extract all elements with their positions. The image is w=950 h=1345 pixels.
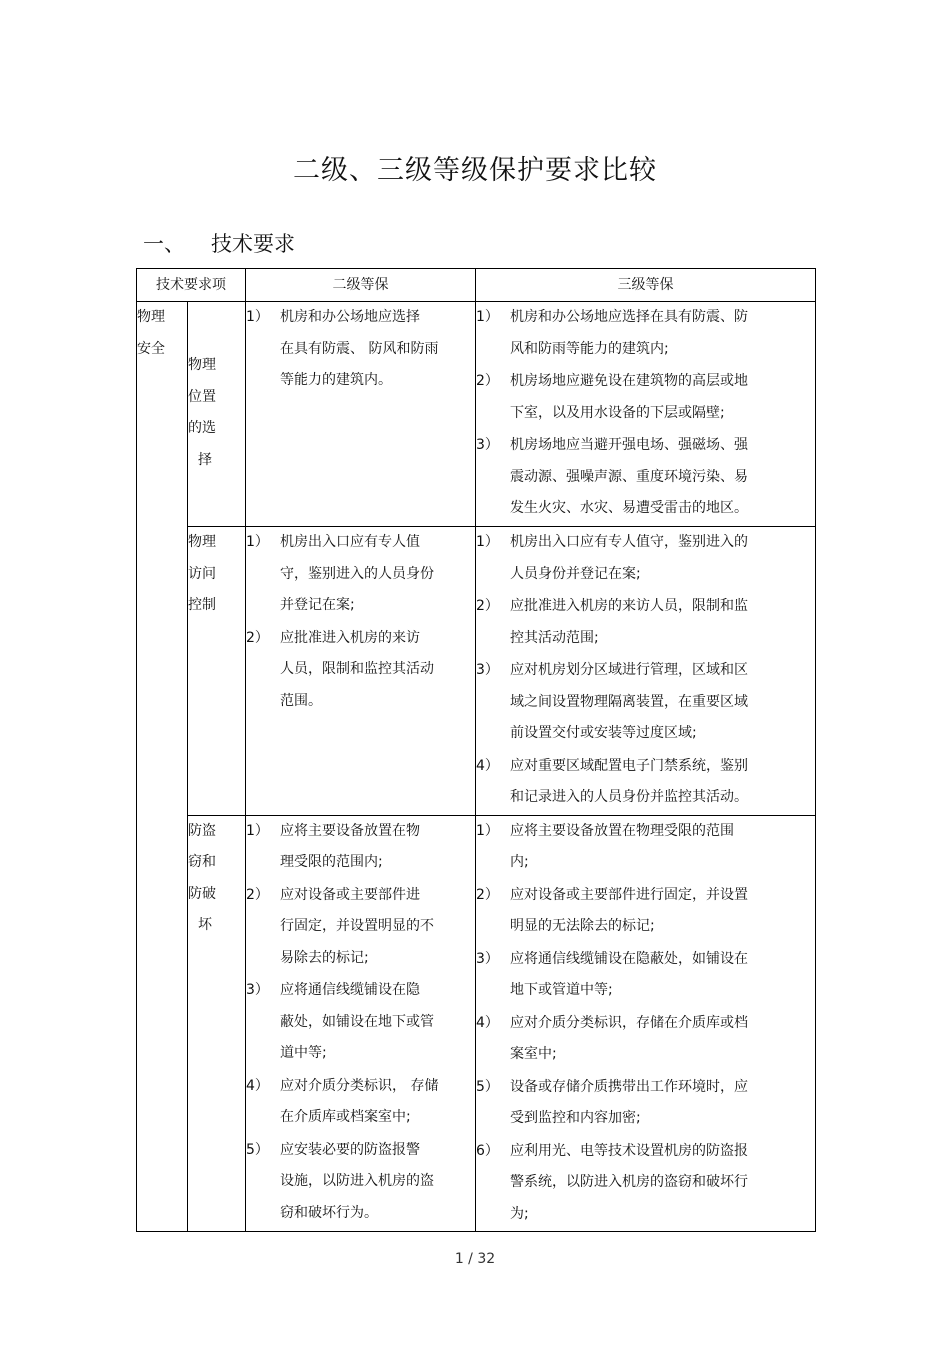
section-number: 一、	[143, 232, 185, 256]
item-line: 等能力的建筑内。	[280, 372, 392, 388]
item-line: 应将通信线缆铺设在隐	[280, 982, 420, 998]
item-number: 5）	[246, 1141, 269, 1158]
item-line: 应利用光、电等技术设置机房的防盗报	[510, 1142, 748, 1159]
item-line: 守，鉴别进入的人员身份	[280, 565, 434, 582]
item-line: 应安装必要的防盗报警	[280, 1141, 420, 1158]
subcategory-cell	[188, 527, 246, 816]
item-line: 机房和办公场地应选择在具有防震、防	[510, 309, 748, 325]
item-line: 人员身份并登记在案;	[510, 565, 641, 582]
requirement-item	[246, 302, 475, 397]
item-number: 1）	[476, 534, 499, 550]
item-number: 1）	[476, 822, 499, 839]
requirement-item	[476, 655, 815, 750]
item-number: 4）	[476, 757, 499, 774]
item-line: 前设置交付或安装等过度区域;	[510, 725, 697, 741]
item-number: 6）	[476, 1142, 499, 1159]
item-line: 内;	[510, 854, 529, 870]
item-line: 范围。	[280, 692, 322, 709]
requirement-item	[476, 751, 815, 814]
item-line: 应对设备或主要部件进	[280, 886, 420, 903]
level2-cell	[246, 815, 476, 1232]
requirement-item	[476, 527, 815, 590]
item-line: 风和防雨等能力的建筑内;	[510, 340, 669, 357]
item-line: 地下或管道中等;	[510, 982, 613, 998]
requirement-item	[246, 623, 475, 718]
item-line: 应将主要设备放置在物理受限的范围	[510, 822, 734, 839]
subcategory-text: 防破	[188, 885, 216, 902]
item-line: 应对介质分类标识，存储在介质库或档	[510, 1014, 748, 1031]
item-text	[280, 975, 475, 1070]
table-row	[137, 815, 816, 1232]
item-number: 1）	[246, 822, 269, 839]
subcategory-text: 窃和	[188, 854, 216, 870]
item-text	[280, 623, 475, 718]
item-line: 窃和破坏行为。	[280, 1204, 378, 1221]
item-text	[510, 1008, 815, 1071]
requirement-item	[476, 880, 815, 943]
item-number: 3）	[246, 982, 269, 998]
requirement-item	[476, 816, 815, 879]
item-number: 3）	[476, 437, 499, 453]
item-line: 应批准进入机房的来访	[280, 629, 420, 646]
item-number: 2）	[476, 886, 499, 903]
item-number: 1）	[246, 534, 269, 550]
item-line: 域之间设置物理隔离装置，在重要区域	[510, 693, 748, 710]
requirement-item	[476, 366, 815, 429]
item-line: 机房出入口应有专人值守，鉴别进入的	[510, 534, 748, 550]
item-line: 案室中;	[510, 1046, 557, 1062]
category-text: 安全	[137, 340, 165, 357]
subcategory-text: 控制	[188, 597, 216, 613]
section-title: 技术要求	[211, 232, 295, 256]
item-text	[510, 1136, 815, 1231]
requirement-item	[476, 1008, 815, 1071]
requirement-item	[246, 816, 475, 879]
category-cell	[137, 302, 188, 1232]
item-number: 3）	[476, 662, 499, 678]
table-row	[137, 302, 816, 527]
item-text	[510, 880, 815, 943]
item-line: 机房和办公场地应选择	[280, 309, 420, 325]
requirement-item	[476, 944, 815, 1007]
item-text	[510, 430, 815, 525]
item-line: 控其活动范围;	[510, 629, 599, 646]
subcategory-text: 防盗	[188, 822, 216, 839]
item-number: 2）	[246, 629, 269, 646]
item-line: 在介质库或档案室中;	[280, 1109, 411, 1125]
requirement-item	[476, 591, 815, 654]
page-number: 1 / 32	[454, 1251, 496, 1267]
item-line: 和记录进入的人员身份并监控其活动。	[510, 789, 748, 805]
item-line: 道中等;	[280, 1045, 327, 1061]
header-level2: 二级等保	[246, 269, 476, 302]
item-number: 2）	[246, 886, 269, 903]
item-line: 震动源、强噪声源、重度环境污染、易	[510, 468, 748, 485]
subcategory-text: 访问	[188, 565, 216, 582]
item-line: 机房场地应当避开强电场、强磁场、强	[510, 437, 748, 453]
section-heading	[143, 228, 295, 258]
item-text	[510, 655, 815, 750]
item-line: 理受限的范围内;	[280, 854, 383, 870]
item-text	[280, 302, 475, 397]
item-text	[510, 816, 815, 879]
item-line: 应对重要区域配置电子门禁系统，鉴别	[510, 757, 748, 774]
item-line: 行固定，并设置明显的不	[280, 918, 434, 934]
item-line: 应将通信线缆铺设在隐蔽处，如铺设在	[510, 950, 748, 967]
item-number: 1）	[246, 309, 269, 325]
item-line: 机房场地应避免设在建筑物的高层或地	[510, 373, 748, 389]
item-line: 设备或存储介质携带出工作环境时，应	[510, 1078, 748, 1095]
item-text	[280, 1071, 475, 1134]
page-title: 二级、三级等级保护要求比较	[293, 155, 657, 186]
item-number: 4）	[476, 1014, 499, 1031]
item-text	[510, 751, 815, 814]
item-number: 4）	[246, 1077, 269, 1094]
header-level3: 三级等保	[476, 269, 816, 302]
subcategory-text: 物理	[188, 357, 216, 373]
item-text	[280, 880, 475, 975]
header-requirement-item: 技术要求项	[137, 269, 246, 302]
requirement-item	[476, 430, 815, 525]
item-line: 警系统，以防进入机房的盗窃和破坏行	[510, 1174, 748, 1190]
requirement-item	[246, 1071, 475, 1134]
level2-cell	[246, 527, 476, 816]
level2-cell	[246, 302, 476, 527]
subcategory-text: 坏	[198, 917, 212, 933]
item-line: 人员，限制和监控其活动	[280, 661, 434, 677]
item-number: 2）	[476, 598, 499, 614]
item-line: 下室，以及用水设备的下层或隔壁;	[510, 404, 725, 421]
item-line: 蔽处，如铺设在地下或管	[280, 1013, 434, 1030]
item-text	[510, 944, 815, 1007]
item-text	[510, 591, 815, 654]
subcategory-text: 择	[198, 451, 212, 468]
item-text	[510, 302, 815, 365]
item-number: 3）	[476, 950, 499, 967]
item-text	[510, 527, 815, 590]
requirement-item	[246, 975, 475, 1070]
category-text: 物理	[137, 309, 165, 325]
item-number: 1）	[476, 309, 499, 325]
table-header-row	[137, 269, 816, 302]
item-line: 发生火灾、水灾、易遭受雷击的地区。	[510, 500, 748, 516]
item-line: 应对设备或主要部件进行固定，并设置	[510, 886, 748, 903]
level3-cell	[476, 815, 816, 1232]
requirement-item	[246, 527, 475, 622]
subcategory-cell	[188, 815, 246, 1232]
requirement-item	[246, 880, 475, 975]
item-line: 易除去的标记;	[280, 949, 369, 966]
item-line: 应对介质分类标识， 存储	[280, 1077, 439, 1094]
item-line: 明显的无法除去的标记;	[510, 918, 655, 934]
item-line: 在具有防震、 防风和防雨	[280, 340, 439, 357]
item-line: 应对机房划分区域进行管理，区域和区	[510, 662, 748, 678]
item-text	[280, 816, 475, 879]
item-line: 应将主要设备放置在物	[280, 822, 420, 839]
requirement-item	[476, 1136, 815, 1231]
item-line: 并登记在案;	[280, 597, 355, 613]
subcategory-cell	[188, 302, 246, 527]
requirement-item	[476, 302, 815, 365]
item-line: 机房出入口应有专人值	[280, 534, 420, 550]
level3-cell	[476, 302, 816, 527]
item-line: 受到监控和内容加密;	[510, 1110, 641, 1126]
subcategory-text: 的选	[188, 420, 216, 436]
subcategory-text: 物理	[188, 534, 216, 550]
item-number: 2）	[476, 373, 499, 389]
subcategory-text: 位置	[188, 388, 216, 405]
requirement-item	[476, 1072, 815, 1135]
item-line: 为;	[510, 1205, 529, 1222]
item-text	[280, 527, 475, 622]
item-text	[280, 1135, 475, 1230]
level3-cell	[476, 527, 816, 816]
item-text	[510, 1072, 815, 1135]
requirement-item	[246, 1135, 475, 1230]
item-line: 设施，以防进入机房的盗	[280, 1173, 434, 1189]
item-line: 应批准进入机房的来访人员，限制和监	[510, 598, 748, 614]
item-text	[510, 366, 815, 429]
table-row	[137, 527, 816, 816]
item-number: 5）	[476, 1078, 499, 1095]
requirements-table	[136, 268, 816, 1232]
